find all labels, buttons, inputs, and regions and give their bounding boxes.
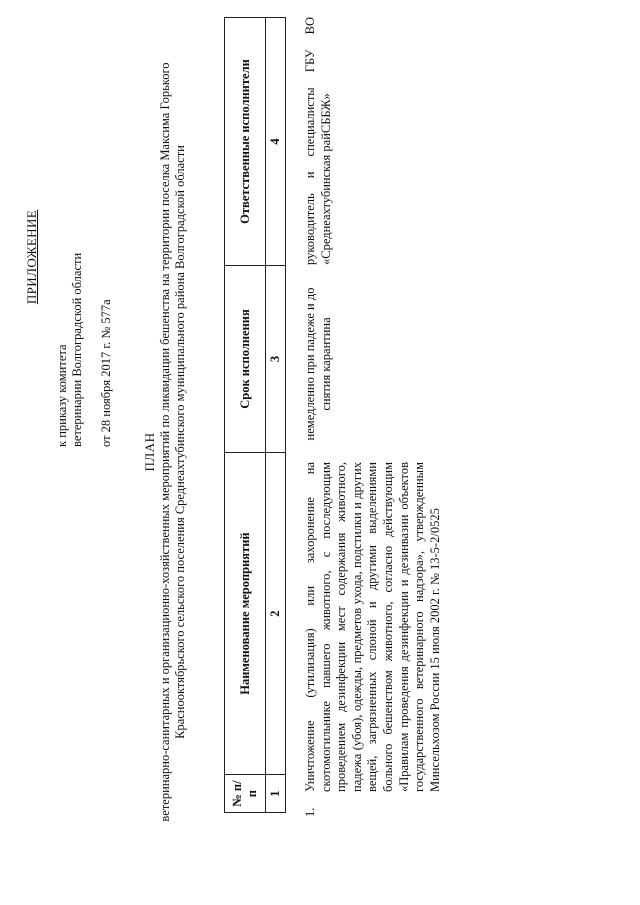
- item-number: 1.: [303, 807, 317, 817]
- col-number-1: 1: [266, 775, 286, 813]
- col-number-3: 3: [266, 266, 286, 453]
- plan-title: ПЛАН: [142, 432, 157, 472]
- header-term: Срок исполнения: [225, 266, 266, 453]
- header-responsible: Ответственные исполнители: [225, 18, 266, 266]
- header-activities: Наименование мероприятий: [225, 452, 266, 774]
- appendix-line-1: к приказу комитета: [55, 344, 69, 447]
- rotated-content: [20, 17, 620, 887]
- appendix-order-date: от 28 ноября 2017 г. № 577а: [99, 299, 113, 447]
- appendix-line-2: ветеринарии Волгоградской области: [70, 252, 84, 447]
- plan-table: [224, 17, 286, 813]
- col-number-4: 4: [266, 18, 286, 266]
- plan-description: ветеринарно-санитарных и организационно-хозяйственных мероприятий по ликвидации бешенства на территории поселка Максима Горького Краснооктябрьского сельского поселения Среднеахтубинского муниципального района Волгоградской области: [158, 62, 187, 822]
- item-term: немедленно при падеже и до снятия карантина: [303, 287, 333, 441]
- table-header-row: [225, 18, 266, 813]
- col-number-2: 2: [266, 452, 286, 774]
- item-responsible: руководитель и специалисты ГБУ ВО «Среднеахтубинская райСББЖ»: [303, 17, 333, 265]
- header-num: № п/п: [225, 775, 266, 813]
- item-activity: Уничтожение (утилизация) или захоронение на скотомогильнике павшего животного, с последующим проведением дезинфекции мест содержания животного, падежа (убоя), одежды, предметов ухода, подстилки и других вещей, загрязненных слюной и другими выделениями больного бешенством животного, согласно действующим «Правилам проведения дезинфекции и дезинвазии объектов государственного ветеринарного надзора», утвержденным Минсельхозом России 15 июля 2002 г. № 13-5-2/0525: [303, 462, 442, 792]
- column-number-row: [266, 18, 286, 813]
- appendix-title: ПРИЛОЖЕНИЕ: [24, 209, 39, 305]
